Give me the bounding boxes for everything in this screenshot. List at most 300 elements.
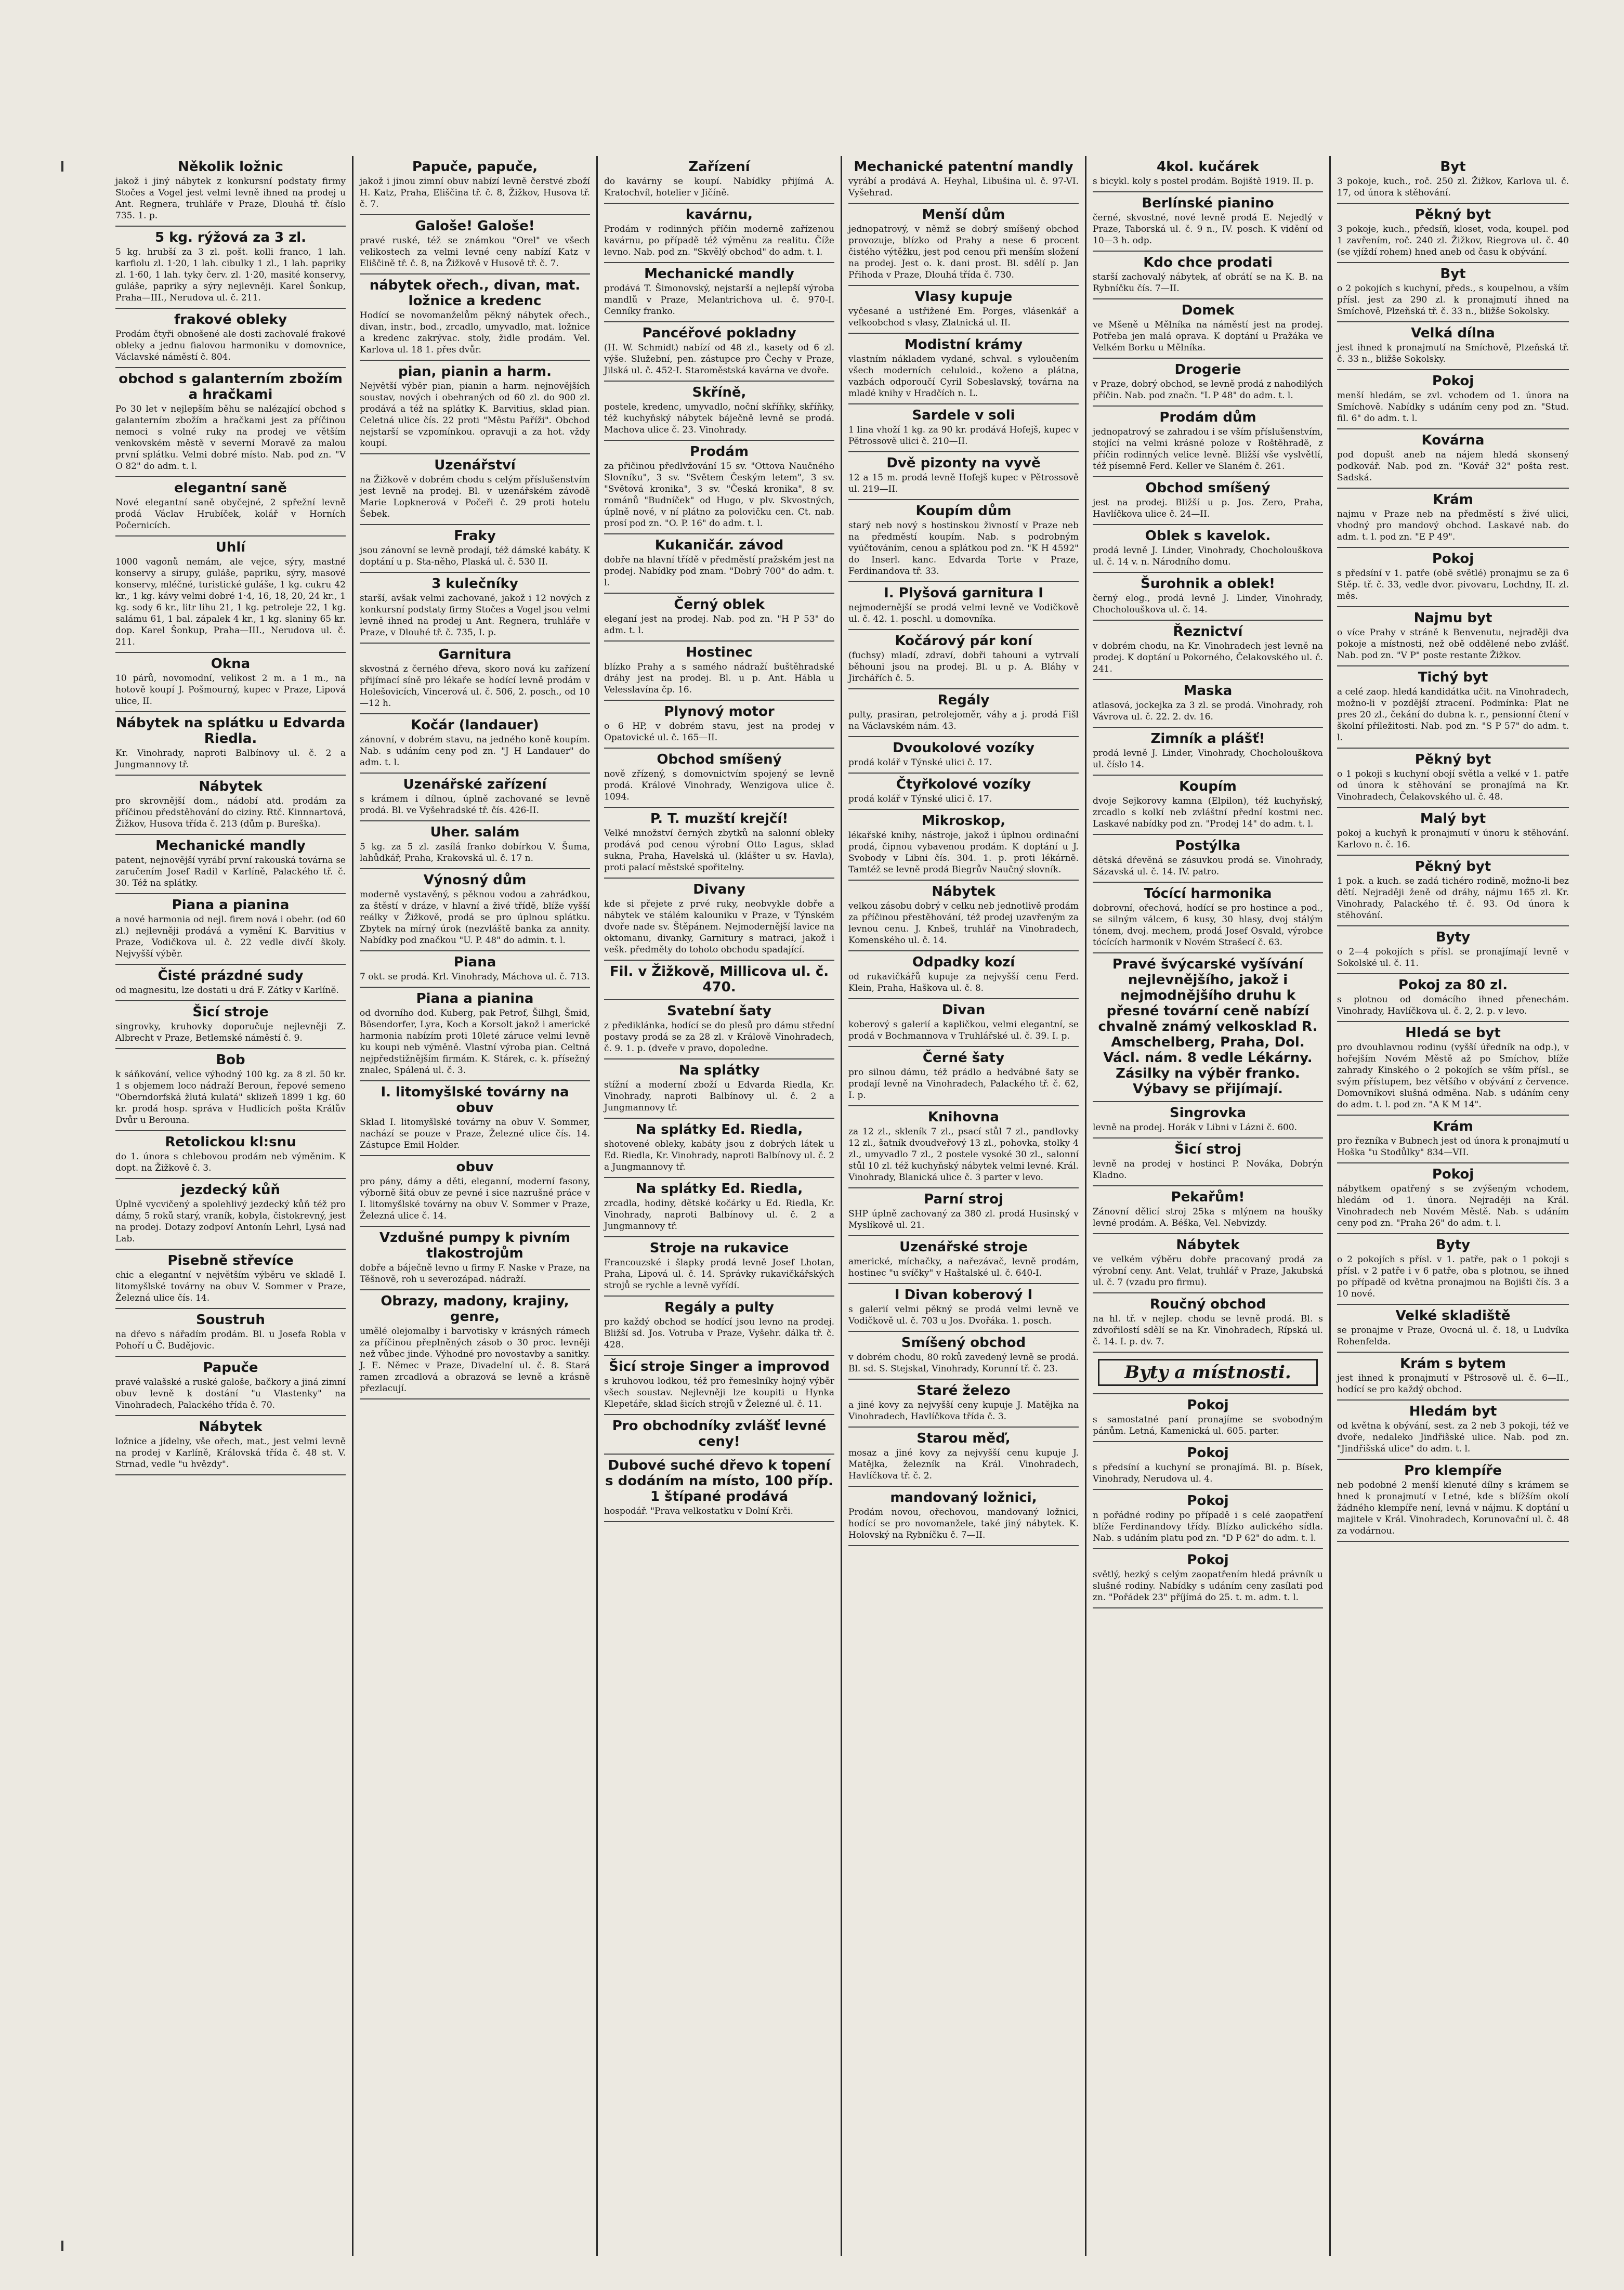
ad-body: Po 30 let v nejlepším běhu se nalézající obchod s galanterním zbožím a hračkami jest za příčinou nemoci s volné ruky na prodej ve větším venkovském městě v severní Moravě za malou první splátku. Velmi dobré místo. Nab. pod zn. "V O 82" do adm. t. l. [115, 404, 346, 472]
ad-headline: Na splátky [678, 1063, 760, 1078]
ad-body: od magnesitu, lze dostati u drá F. Zátky v Karlíně. [115, 985, 339, 996]
ad-body: 10 párů, novomodní, velikost 2 m. a 1 m., na hotově koupí J. Pošmourný, kupec v Praze, Lipová ulice, II. [115, 673, 346, 706]
ad-body: pro řezníka v Bubnech jest od února k pronajmutí u Hoška "u Stodůlky" 834—VII. [1337, 1136, 1569, 1158]
classified-ad [848, 810, 1079, 881]
ad-body: neb podobné 2 menší klenuté dílny s krámem se hned k pronajmutí v Letné, kde s blížším okolí žádného klempíře není, levná v nájmu. K doptání u majitele v Král. Vinohradech, Korunovační ul. č. 48 za vodárnou. [1337, 1480, 1569, 1536]
ad-headline: Výnosný dům [423, 872, 527, 888]
classified-ad [360, 454, 590, 525]
classified-ad [604, 382, 834, 441]
classified-ad [1337, 666, 1569, 749]
ad-body: Prodám novou, ořechovou, mandovaný ložnici, hodící se pro novomanžele, také jiný nábytek. K. Holovský na Rybníčku č. 7—II. [848, 1507, 1079, 1540]
ad-headline: Pokoj [1187, 1445, 1229, 1461]
classified-ad [1337, 974, 1569, 1022]
ad-body: eleganí jest na prodej. Nab. pod zn. "H P 53" do adm. t. l. [604, 614, 834, 636]
ad-headline: Pokoj [1432, 1167, 1474, 1182]
ad-body: 1 lina vhoží 1 kg. za 90 kr. prodává Hofejš, kupec v Pětrossově ulici č. 210—II. [848, 425, 1079, 447]
ad-headline: Mechanické mandly [155, 838, 306, 854]
ad-body: skvostná z černého dřeva, skoro nová ku zařízení přijímací síně pro lékaře se hodící levně prodám v Holešovicích, Vincerová ul. č. 506, 2. posch., od 10—12 h. [360, 664, 590, 709]
ad-headline: Uzenářské stroje [899, 1239, 1028, 1255]
scan-mark [61, 2241, 63, 2251]
ad-body: s kruhovou lodkou, též pro řemeslníky hojný výběr všech soustav. Nejlevněji lze koupiti u Hynka Klepetáře, sklad šicích strojů v Železné ul. č. 11. [604, 1376, 834, 1409]
ad-body: pro každý obchod se hodící jsou levno na prodej. Bližší sd. Jos. Votruba v Praze, Vyšehr. dálka tř. č. 428. [604, 1317, 834, 1350]
ad-body: k sáňkování, velice výhodný 100 kg. za 8 zl. 50 kr. 1 s objemem loco nádraží Beroun, řepové semeno "Oberndorfská žlutá kulatá" sklizeň 1899 1 kg. 60 kr. prodá hosp. správa v Hudlicích pošta Králův Dvůr u Berouna. [115, 1069, 346, 1126]
ad-headline: Knihovna [928, 1109, 999, 1125]
ad-headline: Pěkný byt [1415, 752, 1491, 767]
classified-ad [115, 1416, 346, 1475]
ad-body: mosaz a jiné kovy za nejvyšší cenu kupuje J. Matějka, železník na Král. Vinohradech, Havlíčkova tř. č. 2. [848, 1448, 1079, 1481]
ad-body: Největší výběr pian, pianin a harm. nejnovějších soustav, nových i obehraných od 60 zl. do 900 zl. prodává a též na splátky K. Barvitius, sklad pian. Celetná ulice čís. 22 proti "Městu Paříži". Obchod nejstarší se vzpomínkou. opravuji a za hot. vždy koupí. [360, 381, 590, 449]
classified-ad [1093, 192, 1323, 252]
ad-headline: Piana a pianina [416, 991, 534, 1006]
classified-ad [115, 227, 346, 309]
ad-body: za 12 zl., skleník 7 zl., psací stůl 7 zl., pandlovky 12 zl., šatník dvoudveřový 13 zl., pohovka, stolky 4 zl., umyvadlo 7 zl., 2 postele vysoké 30 zl., salonní stůl 10 zl. též kuchyňský nábytek velmi levné. Král. Vinohrady, Blanická ulice č. 3 parter v levo. [848, 1127, 1079, 1183]
ad-body: vyrábí a prodává A. Heyhal, Libušina ul. č. 97-VI. Vyšehrad. [848, 176, 1079, 198]
classified-ad [1093, 252, 1323, 299]
ad-headline: Řeznictví [1173, 624, 1243, 639]
classified-ad [848, 1380, 1079, 1428]
ad-headline: Pokoj za 80 zl. [1398, 977, 1508, 993]
ad-headline: obuv [456, 1159, 494, 1175]
classified-ad [1093, 525, 1323, 573]
ad-headline: Obrazy, madony, krajiny, genre, [381, 1293, 569, 1325]
ad-headline: nábytek ořech., divan, mat. ložnice a kredenc [369, 278, 581, 309]
ad-body: kde si přejete z prvé ruky, neobvykle dobře a nábytek ve stálém kalouniku v Praze, v Týnském dvoře nade sv. Štěpánem. Nejmodernější lavice na oktomanu, divanky, Garnitury s matraci, jakož i vešk. předměty do tohoto obchodu spadající. [604, 899, 834, 955]
classified-ad [604, 441, 834, 534]
ad-body: světlý, hezký s celým zaopatřením hledá právník u slušné rodiny. Nabídky s udáním ceny zasílati pod zn. "Pořádek 23" příjímá do 25. t. m. adm. t. l. [1093, 1569, 1323, 1603]
ad-headline: Piana [453, 954, 496, 970]
ad-headline: Smíšený obchod [901, 1335, 1026, 1351]
classified-ad [115, 965, 346, 1001]
ad-headline: Divan [941, 1002, 986, 1018]
classified-ad [115, 1179, 346, 1250]
classified-ad [848, 500, 1079, 582]
classified-ad [604, 1178, 834, 1237]
ad-headline: Tócící harmonika [1144, 886, 1272, 901]
ad-headline: Starou měď, [916, 1431, 1011, 1446]
classified-ad [1093, 299, 1323, 359]
ad-body: koberový s galerií a kapličkou, velmi elegantní, se prodá v Bochmannova v Truhlářské ul. č. 39. I. p. [848, 1019, 1079, 1041]
ad-headline: Šicí stroj [1174, 1142, 1241, 1157]
classified-ad [1093, 1293, 1323, 1353]
ad-headline: P. T. muzští krejčí! [650, 811, 789, 827]
ad-headline: Kukaničár. závod [654, 538, 784, 553]
ad-headline: Uher. salám [430, 825, 520, 840]
ad-headline: Hostinec [686, 645, 753, 660]
ad-headline: Zařízení [688, 159, 750, 175]
ad-body: ložnice a jídelny, vše ořech, mat., jest velmi levně na prodej v Karlíně, Královská třída č. 48 st. V. Strnad, vedle "u hvězdy". [115, 1436, 346, 1470]
ad-headline: Na splátky Ed. Riedla, [635, 1181, 803, 1197]
ad-body: jakož i jiný nábytek z konkursní podstaty firmy Stočes a Vogel jest velmi levně ihned na prodej u Ant. Regnera, truhláře v Praze, Dlouhá tř. číslo 735. 1. p. [115, 176, 346, 221]
classified-ad [1093, 728, 1323, 776]
classified-ad [360, 1156, 590, 1227]
ad-headline: Okna [211, 656, 251, 672]
ad-headline: Několik ložnic [178, 159, 283, 175]
classified-ad [604, 156, 834, 204]
classified-ad [1093, 573, 1323, 621]
classified-ad [848, 689, 1079, 737]
ad-headline: Papuče, papuče, [412, 159, 538, 175]
classified-ad [848, 286, 1079, 334]
ad-headline: Byty a místnosti. [1098, 1359, 1318, 1386]
ad-body: na hl. tř. v nejlep. chodu se levně prodá. Bl. s zdvořilostí sdělí se na Kr. Vinohradech, Rípská ul. č. 14. I. p. dv. 7. [1093, 1314, 1323, 1347]
classified-ad [360, 1081, 590, 1156]
ad-body: blízko Prahy a s samého nádraží buštěhradské dráhy jest na prodej. Bl. u p. Ant. Hábla u Velesslavína čp. 16. [604, 662, 834, 695]
classified-ad [360, 1227, 590, 1290]
classified-ad [604, 594, 834, 642]
ad-headline: Šurohnik a oblek! [1141, 576, 1275, 592]
classified-ad [604, 322, 834, 382]
ad-body: Nové elegantní saně obyčejné, 2 spřežní levně prodá Václav Hrubíček, kolář v Horních Počernicích. [115, 498, 346, 531]
classified-ad [1337, 548, 1569, 607]
ad-headline: Krám [1433, 492, 1473, 507]
classified-ad [1093, 776, 1323, 835]
ad-headline: kavárnu, [685, 207, 753, 223]
ad-body: o 6 HP, v dobrém stavu, jest na prodej v Opatovické ul. č. 165—II. [604, 721, 834, 743]
ad-body: dětská dřevěná se zásuvkou prodá se. Vinohrady, Sázavská ul. č. 14. IV. patro. [1093, 855, 1323, 877]
ad-body: atlasová, jockejka za 3 zl. se prodá. Vinohrady, roh Vávrova ul. č. 22. 2. dv. 16. [1093, 700, 1323, 722]
ad-headline: Pisebně střevíce [167, 1253, 294, 1268]
ad-headline: Dubové suché dřevo k topení s dodáním na místo, 100 příp. 1 štípané prodává [605, 1458, 833, 1504]
ad-body: černý elog., prodá levně J. Linder, Vinohrady, Chocholouškova ul. č. 14. [1093, 593, 1323, 615]
column-4 [842, 156, 1086, 2256]
ad-body: umělé olejomalby i barvotisky v krásných rámech za příčinou přeplněných zásob o 30 proc. levněji než vůbec jinde. Výhodné pro novostavby a sanitky. J. E. Němec v Praze, Divadelní ul. č. 8. Stará ramen zrcadlová a obrazová se levně a krásně přezlacují. [360, 1326, 590, 1394]
ad-headline: Piana a pianina [172, 897, 290, 913]
ad-body: 12 a 15 m. prodá levně Hofejš kupec v Pětrossově ul. 219—II. [848, 473, 1079, 494]
classified-ad [604, 701, 834, 749]
ad-body: zrcadla, hodiny, dětské kočárky u Ed. Riedla, Kr. Vinohrady, naproti Balbínovy ul. č. 2 a Jungmannovy tř. [604, 1198, 834, 1232]
ad-headline: Mikroskop, [921, 813, 1006, 829]
ad-body: jsou zánovní se levně prodají, též dámské kabáty. K doptání u p. Sta-něho, Plaská ul. č. 530 II. [360, 545, 590, 567]
classified-ad [115, 536, 346, 653]
ad-body: Prodám čtyři obnošené ale dosti zachovalé frakové obleky a jednu fialovou harmoniku v domovnice, Václavské náměstí č. 804. [115, 329, 346, 362]
classified-ad [115, 309, 346, 368]
classified-ad [1093, 1139, 1323, 1186]
ad-body: pravé ruské, též se známkou "Orel" ve všech velikostech za velmi levné ceny nabízí Katz v Eliščině tř. č. 8, na Žižkově v Husově tř. č. 7. [360, 235, 590, 269]
classified-ad [848, 1047, 1079, 1106]
ad-body: nově zřízený, s domovnictvím spojený se levně prodá. Králové Vinohrady, Wenzigova ulice č. 1094. [604, 769, 834, 802]
classified-ad [360, 361, 590, 454]
ad-headline: jezdecký kůň [181, 1182, 280, 1198]
ad-body: za přičinou předlvžování 15 sv. "Ottova Naučného Slovníku", 3 sv. "Světem Českým letem", 3 sv. "Světová kronika", 3 sv. "Česká kronika", 8 sv. románů "Budníček" od Hugo, v plv. Skvostných, úplně nové, v ní plátno za polovičku cen. Ct. nab. prosí pod zn. "O. P. 16" do adm. t. l. [604, 461, 834, 529]
classified-ad [115, 1049, 346, 1131]
ad-body: nejmodernější se prodá velmi levně ve Vodičkově ul. č. 42. 1. poschl. u domovníka. [848, 603, 1079, 624]
ad-headline: Soustruh [196, 1312, 265, 1328]
ad-headline: Tichý byt [1418, 670, 1488, 685]
ad-body: od dvorního dod. Kuberg, pak Petrof, Šilhgl, Šmid, Bösendorfer, Lyra, Koch a Korsolt jakož i americké harmonia nabízím proti 10leté záruce velmi levně ku koupi neb výměně. Vlastní výroba pian. Celtná nejpředstižnějším firmám. K. Stárek, c. k. přísežný znalec, Spálená ul. č. 3. [360, 1008, 590, 1076]
ad-headline: Šicí stroje [192, 1004, 269, 1020]
classified-ad [360, 156, 590, 215]
ad-body: levně na prodej v hostinci P. Nováka, Dobrýn Kladno. [1093, 1159, 1323, 1181]
ad-headline: Skříně, [692, 385, 746, 400]
ad-body: starý neb nový s hostinskou živností v Praze neb na předměstí koupím. Nab. s podrobným vyúčtováním, cenou a splátkou pod zn. "K H 4592" do Inserl. kanc. Edvarda Torte v Praze, Ferdinandova tř. 33. [848, 520, 1079, 577]
ad-body: 7 okt. se prodá. Krl. Vinohrady, Máchova ul. č. 713. [360, 972, 590, 982]
classified-ad [360, 988, 590, 1081]
ad-headline: Nábytek na splátku u Edvarda Riedla. [115, 715, 346, 747]
ad-headline: Mechanické mandly [644, 266, 794, 282]
ad-body: a celé zaop. hledá kandidátka učit. na Vinohradech, možno-li v pozdější ztracení. Podmínka: Plat ne pres 20 zl., čekání do dubna k. r., pensionní čtení v školní příležitosti. Nab. pod zn. "S P 57" do adm. t. l. [1337, 687, 1569, 743]
ad-headline: Pro klempíře [1404, 1463, 1502, 1478]
classified-ad [115, 1357, 346, 1416]
ad-body: jednopatrový se zahradou i se vším příslušenstvím, stojící na velmi krásné poloze v Roštěhradě, z příčin rodinných velice levně. Bližší vše vyslvětlí, též písemně Ferd. Keller ve Slaném č. 261. [1093, 427, 1323, 472]
classified-ad [604, 263, 834, 322]
classified-ad [1093, 1102, 1323, 1139]
ad-headline: Fil. v Žižkově, Millicova ul. č. 470. [609, 964, 829, 995]
classified-ad [1093, 1394, 1323, 1442]
ad-body: Prodám v rodinných příčin moderně zařízenou kavárnu, po případě též výměnu za realitu. Číže levno. Nab. pod zn. "Skvělý obchod" do adm. t. l. [604, 224, 834, 257]
ad-body: stížní a moderní zboží u Edvarda Riedla, Kr. Vinohrady, naproti Balbínovy ul. č. 2 a Jungmannovy tř. [604, 1080, 834, 1113]
ad-headline: I Divan koberový I [894, 1287, 1033, 1303]
classified-ad [1093, 1186, 1323, 1234]
classified-ad [1093, 1234, 1323, 1293]
ad-headline: Nábytek [199, 1419, 263, 1435]
classified-ad [604, 204, 834, 263]
classified-ad [1093, 883, 1323, 953]
ad-headline: Drogerie [1174, 362, 1241, 377]
ad-headline: Nábytek [199, 779, 263, 794]
ad-headline: Na splátky Ed. Riedla, [635, 1122, 803, 1137]
ad-headline: Domek [1181, 303, 1235, 318]
classified-ad [604, 642, 834, 701]
ad-body: o 2 pokojích s kuchyní, předs., s koupelnou, a vším přísl. jest za 290 zl. k pronajmutí ihned na Smíchově, Plzeňská tř. č. 33 n., bližše Sokolsky. [1337, 283, 1569, 317]
ad-body: jest ihned k pronajmutí na Smíchově, Plzeňská tř. č. 33 n., bližše Sokolsky. [1337, 343, 1569, 364]
ad-headline: Vlasy kupuje [914, 289, 1013, 305]
ad-body: se pronajme v Praze, Ovocná ul. č. 18, u Ludvíka Rohenfelda. [1337, 1325, 1569, 1347]
column-5 [1086, 156, 1331, 2256]
ad-body: 5 kg. hrubší za 3 zl. pošt. kolli franco, 1 lah. karfiolu zl. 1·20, 1 lah. cibulky 1 zl., 1 lah. papriky zl. 1·60, 1 lah. tyky červ. zl. 1·20, masité konservy, guláše, papriky a sýry nejlevněji. Karel Šonkup, Praha—III., Nerudova ul. č. 211. [115, 247, 346, 303]
ad-body: pro skrovnější dom., nádobí atd. prodám za příčinou předstěhování do ciziny. Rtč. Kinnnartová, Žižkov, Husova třída č. 213 (dům p. Bureška). [115, 796, 346, 829]
ad-headline: Odpadky kozí [912, 954, 1015, 970]
classified-ad [848, 156, 1079, 204]
classified-ad [604, 534, 834, 594]
column-1 [109, 156, 353, 2256]
ad-headline: obchod s galanterním zbožím a hračkami [119, 371, 343, 402]
ad-body: od května k obývání, sest. za 2 neb 3 pokoji, též ve dvoře, nedaleko Jindřišské ulice. Nab. pod zn. "Jindřišská ulice" do adm. t. l. [1337, 1421, 1569, 1454]
ad-headline: Koupím dům [915, 503, 1012, 519]
classified-ad [848, 774, 1079, 810]
classified-ad [1337, 370, 1569, 429]
ad-body: pokoj a kuchyň k pronajmutí v únoru k stěhování. Karlovo n. č. 16. [1337, 828, 1569, 850]
ad-body: 5 kg. za 5 zl. zasílá franko dobírkou V. Šuma, lahůdkář, Praha, Krakovská ul. č. 17 n. [360, 842, 590, 863]
ad-headline: Pokoj [1187, 1552, 1229, 1568]
classified-ad [360, 573, 590, 644]
ad-body: lékařské knihy, nástroje, jakož i úplnou ordinační prodá, čipnou vybavenou prodám. K doptání u J. Svobody v Libni čís. 304. 1. p. proti lékárně. Tamtéž se levně prodá Biegrův Naučný slovník. [848, 830, 1079, 875]
classified-ad [1093, 1353, 1323, 1394]
ad-headline: Byty [1435, 930, 1471, 945]
classified-ad [360, 1290, 590, 1399]
ad-headline: Černé šaty [922, 1050, 1005, 1066]
ad-body: z přediklánka, hodící se do plesů pro dámu střední postavy prodá se za 28 zl. v Králově Vinohradech, č. 9. 1. p. (dveře v pravo, dopoledne. [604, 1020, 834, 1054]
ad-body: n pořádné rodiny po případě i s celé zaopatření blíže Ferdinandovy třídy. Blízko aulického sídla. Nab. s udáním platu pod zn. "D P 62" do adm. t. l. [1093, 1510, 1323, 1543]
ad-headline: Bob [216, 1052, 245, 1068]
ad-headline: Byt [1440, 159, 1466, 175]
classified-ad [1093, 407, 1323, 477]
ad-headline: Čisté prázdné sudy [158, 968, 304, 984]
ad-body: pravé valašské a ruské galoše, bačkory a jiná zimní obuv levně k dostání "u Vlastenky" na Vinohradech, Palackého třída č. 70. [115, 1377, 346, 1410]
ad-body: pro silnou dámu, též prádlo a hedvábné šaty se prodají levně na Vinohradech, Palackého tř. č. 62, I. p. [848, 1067, 1079, 1101]
ad-body: prodává T. Šimonovský, nejstarší a nejlepší výroba mandlů v Praze, Melantrichova ul. č. 970-I. Cenníky franko. [604, 283, 834, 317]
ad-body: do kavárny se koupí. Nabídky přijímá A. Kratochvíl, hotelier v Jičíně. [604, 176, 834, 198]
classified-ad [604, 749, 834, 808]
classified-ad [360, 714, 590, 774]
ad-body: s předsíní a kuchyní se pronajímá. Bl. p. Bísek, Vinohrady, Nerudova ul. 4. [1093, 1462, 1323, 1484]
classified-ad [848, 881, 1079, 951]
ad-headline: Postýlka [1175, 838, 1241, 854]
ad-headline: Uzenářské zařízení [403, 777, 547, 792]
classified-ad [1337, 926, 1569, 974]
classified-ad [115, 1250, 346, 1309]
ad-body: s předsíní v 1. patře (obě světlé) pronajmu se za 6 Stěp. tř. č. 33, vedle dvor. pivovaru, Lochdny, II. zl. měs. [1337, 568, 1569, 601]
classified-ad [604, 1000, 834, 1059]
ad-body: o více Prahy v stráně k Benvenutu, nejraději dva pokoje a místnosti, než obě oddělené nebo zvlášť. Nab. pod zn. "V P" poste restante Žižkov. [1337, 627, 1569, 661]
classified-ad [115, 477, 346, 536]
ad-body: s samostatné paní pronajíme se svobodným pánům. Letná, Kamenická ul. 605. parter. [1093, 1415, 1323, 1436]
ad-headline: Singrovka [1169, 1105, 1247, 1121]
classified-ad [115, 1309, 346, 1357]
classified-ad [1093, 953, 1323, 1102]
ad-body: starší, avšak velmi zachované, jakož i 12 nových z konkursní podstaty firmy Stočes a Vogel jsou velmi levně ihned na prodej u Ant. Regnera, truhláře v Praze, v Dlouhé tř. č. 735, I. p. [360, 593, 590, 638]
ad-headline: Hledám byt [1409, 1404, 1497, 1419]
ad-headline: Mechanické patentní mandly [854, 159, 1073, 175]
classified-ad [848, 1236, 1079, 1284]
classified-ad [1093, 835, 1323, 883]
classified-ad [115, 835, 346, 894]
ad-body: ve Mšeně u Mělníka na náměstí jest na prodej. Potřeba jen malá oprava. K doptání u Pražáka ve Velkém Borku u Mělníka. [1093, 320, 1323, 353]
classified-ad [1337, 607, 1569, 666]
ad-body: velkou zásobu dobrý v celku neb jednotlivě prodám za příčinou přestěhování, též prodej uzavřeným za levnou cenu. J. Knbeš, truhlář na Vinohradech, Komenského ul. č. 14. [848, 901, 1079, 946]
classified-ad [848, 204, 1079, 286]
ad-body: s krámem i dílnou, úplně zachované se levně prodá. Bl. ve Vyšehradské tř. čís. 426-II. [360, 794, 590, 816]
ad-body: (H. W. Schmidt) nabízí od 48 zl., kasety od 6 zl. výše. Služební, pen. zástupce pro Čechy v Praze, Jilská ul. č. 452-I. Staroměstská kavárna ve dvoře. [604, 343, 834, 376]
ad-body: na dřevo s nářadím prodám. Bl. u Josefa Robla v Pohoří u Č. Budějovic. [115, 1329, 346, 1351]
ad-body: Hodící se novomanželům pěkný nábytek ořech., divan, instr., bod., zrcadlo, umyvadlo, mat. ložnice a kredenc zakrývac. stoly, židle prodám. Vel. Karlova ul. 18 1. přes dvůr. [360, 310, 590, 355]
column-6 [1331, 156, 1575, 2256]
ad-headline: Parní stroj [924, 1192, 1003, 1207]
ad-body: 3 pokoje, kuch., roč. 250 zl. Žižkov, Karlova ul. č. 17, od února k stěhování. [1337, 176, 1569, 198]
classified-ad [115, 653, 346, 712]
ad-body: jednopatrový, v němž se dobrý smíšený obchod provozuje, blízko od Prahy a nese 6 procent čistého výtěžku, jest pod cenou při menším složení na prodej. Jest o. k. dani prost. Bl. sdělí p. Jan Přihoda v Praze, Dlouhá třída č. 730. [848, 224, 1079, 280]
classified-ad [360, 215, 590, 274]
classified-ad [115, 1001, 346, 1049]
classified-ad [1093, 359, 1323, 407]
ad-headline: Staré železo [916, 1383, 1011, 1398]
classified-ad [1337, 1401, 1569, 1460]
classified-ad [848, 1188, 1079, 1236]
classified-ad [360, 274, 590, 361]
classified-ad [1093, 477, 1323, 525]
classified-ad [1337, 1022, 1569, 1116]
ad-headline: Svatební šaty [667, 1003, 771, 1019]
classified-ad [115, 776, 346, 835]
ad-headline: Stroje na rukavice [649, 1240, 789, 1256]
classified-ad [1093, 156, 1323, 192]
ad-headline: Hledá se byt [1405, 1025, 1501, 1041]
classified-ad [1337, 1163, 1569, 1234]
ad-headline: Sardele v soli [912, 408, 1015, 423]
ad-headline: Menší dům [922, 207, 1005, 223]
ad-headline: Uzenářství [434, 457, 516, 473]
ad-headline: Pokoj [1187, 1493, 1229, 1509]
classified-ad [1337, 856, 1569, 926]
ad-headline: Krám [1433, 1119, 1473, 1134]
ad-headline: Najmu byt [1413, 610, 1492, 626]
ad-headline: Vzdušné pumpy k pivním tlakostrojům [379, 1230, 571, 1261]
classified-ad [604, 1237, 834, 1297]
classified-ad [604, 1356, 834, 1415]
ad-headline: Velké skladiště [1395, 1308, 1511, 1324]
classified-ad [1337, 808, 1569, 856]
ad-body: pulty, prasiran, petrolejoměr, váhy a j. prodá Fišl na Václavském nám. 43. [848, 710, 1079, 731]
classified-ad [604, 1415, 834, 1455]
ad-body: prodá levně J. Linder, Vinohrady, Chocholouškova ul. číslo 14. [1093, 748, 1323, 770]
classified-ad [604, 1119, 834, 1178]
classified-ad [1337, 1460, 1569, 1542]
classified-ad [848, 630, 1079, 689]
ad-body: pod dopušt aneb na nájem hledá skonsený podkovář. Nab. pod zn. "Kovář 32" pošta rest. Sadská. [1337, 450, 1569, 483]
ad-body: singrovky, kruhovky doporučuje nejlevněji Z. Albrecht v Praze, Betlemské náměstí č. 9. [115, 1022, 346, 1043]
ad-body: dobře na hlavní třídě v předměstí pražském jest na prodej. Nabídky pod znam. "Dobrý 700" do adm. t. l. [604, 555, 834, 588]
ad-body: prodá kolář v Týnské ulici č. 17. [848, 794, 992, 804]
ad-headline: Regály a pulty [664, 1300, 774, 1315]
ad-headline: pian, pianin a harm. [398, 364, 552, 380]
classified-ad [115, 894, 346, 965]
ad-headline: Kdo chce prodati [1143, 255, 1273, 270]
ad-headline: Pokoj [1432, 373, 1474, 389]
ad-headline: Berlínské pianino [1142, 195, 1274, 211]
ad-headline: Pancéřové pokladny [642, 325, 796, 341]
ad-headline: Papuče [203, 1360, 258, 1376]
ad-headline: Malý byt [1420, 811, 1486, 827]
ad-headline: Nábytek [932, 884, 996, 899]
ad-headline: Dvě pizonty na vyvě [886, 455, 1041, 471]
classified-ad [360, 869, 590, 951]
classified-ad [1337, 749, 1569, 808]
classified-ad [1337, 322, 1569, 370]
scan-mark [61, 161, 63, 172]
ad-body: Sklad I. litomyšlské továrny na obuv V. Sommer, nachází se pouze v Praze, Železné ulice čís. 14. Zástupce Emil Holder. [360, 1117, 590, 1150]
ad-headline: Pro obchodníky zvlášť levné ceny! [612, 1418, 827, 1449]
classified-ad [1337, 429, 1569, 489]
ad-body: najmu v Praze neb na předměstí s živé ulici, vhodný pro mandový obchod. Laskavé nab. do adm. t. l. pod zn. "E P 49". [1337, 509, 1569, 542]
ad-headline: 4kol. kučárek [1157, 159, 1259, 175]
ad-headline: Nábytek [1176, 1237, 1240, 1253]
classified-ad [1337, 156, 1569, 204]
ad-headline: 5 kg. rýžová za 3 zl. [154, 230, 307, 245]
ad-body: dvoje Sejkorovy kamna (Elpilon), též kuchyňský, zrcadlo s kolkí neb zvláštní přední kostmi nec. Laskavé nabídky pod zn. "Prodej 14" do adm. t. l. [1093, 796, 1323, 829]
ad-body: Velké množství černých zbytků na salonní obleky prodává pod cenou výrobní Otto Lagus, sklad sukna, Praha, Havelská ul. (klášter u sv. Havla), proti palací městské spořitelny. [604, 828, 834, 873]
ad-headline: Modistní krámy [904, 337, 1023, 352]
classified-ad [1093, 680, 1323, 728]
classified-ad [115, 712, 346, 776]
classified-ad [604, 961, 834, 1000]
ad-headline: Čtyřkolové vozíky [896, 777, 1031, 792]
ad-body: levně na prodej. Horák v Libni v Lázni č. 600. [1093, 1122, 1298, 1133]
ad-headline: Pokoj [1432, 551, 1474, 567]
ad-body: prodá levně J. Linder, Vinohrady, Chocholouškova ul. č. 14 v. n. Národního domu. [1093, 545, 1323, 567]
ad-headline: Divany [693, 882, 745, 897]
ad-body: Francouzské i šlapky prodá levně Josef Lhotan, Praha, Lipová ul. č. 14. Správky rukavičkářských strojů se rychle a levně vyřídí. [604, 1258, 834, 1291]
ad-body: v Praze, dobrý obchod, se levně prodá z nahodilých příčin. Nab. pod značn. "L P 48" do adm. t. l. [1093, 379, 1324, 401]
ad-body: Zánovní dělicí stroj 25ka s mlýnem na houšky levné prodám. A. Béška, Vel. Nebvizdy. [1093, 1207, 1323, 1228]
classified-ad [848, 582, 1079, 630]
ad-body: a jiné kovy za nejvyšší ceny kupuje J. Matějka na Vinohradech, Havlíčkova třída č. 3. [848, 1400, 1079, 1422]
ad-body: 1000 vagonů nemám, ale vejce, sýry, mastné konservy a sirupy, guláše, papriku, sýry, masové konservy, mléčné, turistické guláše, 1 kg. cukru 42 kr., 1 kg. kávy velmi dobré 1·4, 16, 18, 20, 24 kr., 1 kg. sody 6 kr., litr lihu 21, 1 kg. petroleje 22, 1 kg. salámu 61, 1 bal. zápalek 4 kr., 1 kg. slaniny 65 kr. dop. Karel Šonkup, Praha—III., Nerudova ul. č. 211. [115, 557, 346, 647]
ad-headline: I. Plyšová garnitura I [884, 585, 1043, 601]
ad-headline: Prodám dům [1159, 410, 1256, 425]
ad-headline: Byty [1435, 1237, 1471, 1253]
ad-headline: Regály [937, 692, 990, 708]
ad-headline: Maska [1183, 683, 1233, 699]
ad-body: a nové harmonia od nejl. firem nová i obehr. (od 60 zl.) nejlevněji prodává a vymění K. Barvitius v Praze, Vodičkova ul. č. 22 vedle divčí školy. Nejvyšší výběr. [115, 914, 346, 959]
